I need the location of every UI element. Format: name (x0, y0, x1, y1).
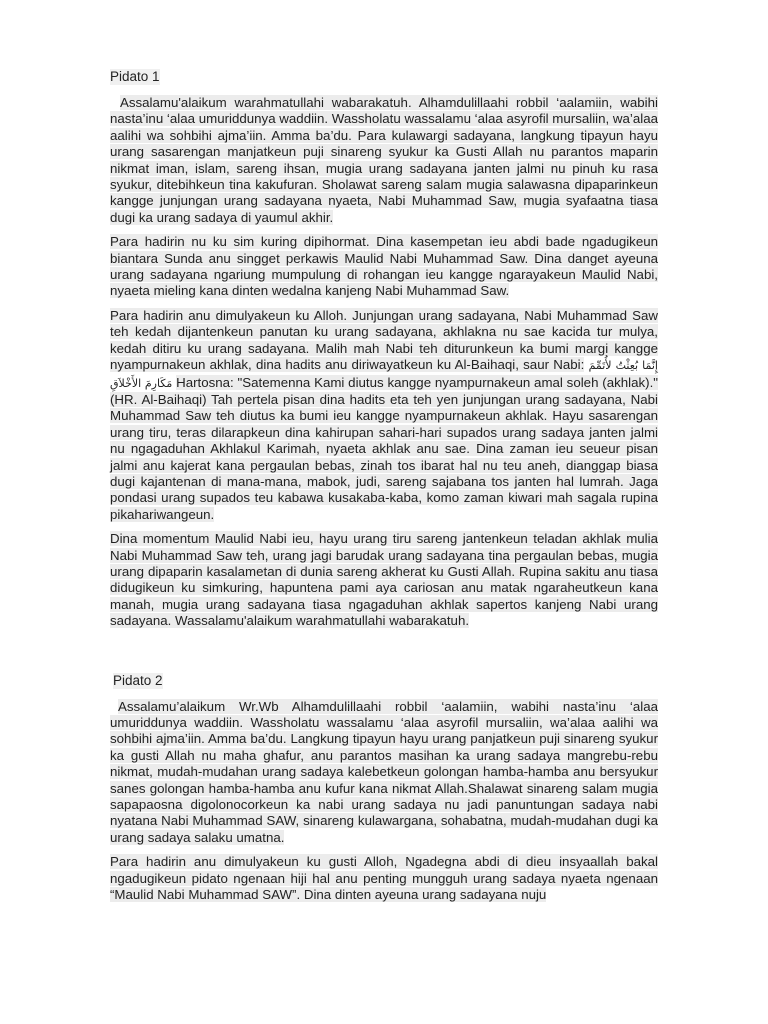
hadith-arabic-text: إِنَّمَا بُعِثْتُ لأُتَمِّمَ مَكَارِمَ الأَخْلاَقِ (110, 359, 658, 390)
speech-1-paragraph-1 (110, 95, 658, 226)
speech-1-paragraph-4-text: Dina momentum Maulid Nabi ieu, hayu urang tiru sareng jantenkeun teladan akhlak mulia Nabi Muhammad Saw teh, urang jagi barudak urang sadayana tina pergaulan bebas, mugia urang dipaparin kasalametan di dunia sareng akherat ku Gusti Allah. Rupina sakitu anu tiasa didugikeun ku simkuring, hapuntena pami aya cariosan anu matak ngaraheutkeun kana manah, mugia urang sadayana tiasa ngagaduhan akhlak sapertos kanjeng Nabi urang sadayana. Wassalamu'alaikum warahmatullahi wabarakatuh. (110, 531, 658, 629)
speech-2-title: Pidato 2 (113, 672, 163, 688)
speech-1-paragraph-2-text: Para hadirin nu ku sim kuring dipihormat. Dina kasempetan ieu abdi bade ngadugikeun biantara Sunda anu singget perkawis Maulid Nabi Muhammad Saw. Dina danget ayeuna urang sadayana ngariung mumpulung di rohangan ieu kangge ngarayakeun Maulid Nabi, nyaeta mieling kana dinten wedalna kanjeng Nabi Muhammad Saw. (110, 234, 658, 299)
speech-2-paragraph-2-text: Para hadirin anu dimulyakeun ku gusti Alloh, Ngadegna abdi di dieu insyaallah bakal ngadugikeun pidato ngenaan hiji hal anu penting mungguh urang sadaya nyaeta ngenaan “Maulid Nabi Muhammad SAW”. Dina dinten ayeuna urang sadayana nuju (110, 854, 658, 903)
speech-1-paragraph-1-text: Assalamu'alaikum warahmatullahi wabarakatuh. Alhamdulillaahi robbil ‘aalamiin, wabihi nasta’inu ‘alaa umuriddunya waddiin. Wassholatu wassalamu ‘alaa asyrofil mursaliin, wa’alaa aalihi wa sohbihi ajma’iin. Amma ba’du. Para kulawargi sadayana, langkung tipayun hayu urang sasarengan manjatkeun puji sinareng syukur ka Gusti Allah nu parantos maparin nikmat iman, islam, sareng ihsan, mugia urang sadayana janten jalmi nu pinuh ku rasa syukur, ditebihkeun tina kakufuran. Sholawat sareng salam mugia salawasna dipaparinkeun kangge junjungan urang sadayana nyaeta, Nabi Muhammad Saw, mugia syafaatna tiasa dugi ka urang sadaya di yaumul akhir. (110, 95, 658, 225)
speech-2-paragraph-2 (110, 854, 658, 903)
speech-2-paragraph-1 (110, 699, 658, 847)
speech-1-paragraph-3-text-before: Para hadirin anu dimulyakeun ku Alloh. Junjungan urang sadayana, Nabi Muhammad Saw teh kedah dijantenkeun panutan ku urang sadayana, akhlakna nu sae kacida tur mulya, kedah ditiru ku urang sadayana. Malih mah Nabi teh diturunkeun ka bumi margi kangge nyampurnakeun akhlak, dina hadits anu diriwayatkeun ku Al-Baihaqi, saur Nabi: (110, 307, 658, 373)
speech-1-paragraph-3-text-after: Hartosna: "Satemenna Kami diutus kangge nyampurnakeun amal soleh (akhlak)." (HR. Al-Baihaqi) Tah pertela pisan dina hadits eta teh yen junjungan urang sadayana, Nabi Muhammad Saw teh diutus ka bumi ieu kangge nyampurnakeun akhlak. Hayu sasarengan urang tiru, teras dilarapkeun dina kahirupan sahari-hari supados urang sadaya janten jalmi nu ngagaduhan Akhlakul Karimah, nyaeta akhlak anu sae. Dina zaman ieu seueur pisan jalmi anu kajerat kana pergaulan bebas, zinah tos ibarat hal nu teu aneh, dianggap biasa dugi kajantenan di mana-mana, mabok, judi, sareng sajabana tos janten hal lumrah. Jaga pondasi urang supados teu kabawa kusakaba-kaba, komo zaman kiwari mah sagala rupina pikahariwangeun. (110, 374, 658, 522)
speech-2-paragraph-1-text: Assalamu’alaikum Wr.Wb Alhamdulillaahi robbil ‘aalamiin, wabihi nasta’inu ‘alaa umuriddunya waddiin. Wassholatu wassalamu ‘alaa asyrofil mursaliin, wa’alaa aalihi wa sohbihi ajma’iin. Amma ba’du. Langkung tipayun hayu urang panjatkeun puji sinareng syukur ka gusti Allah nu maha ghafur, anu parantos masihan ka urang sadaya mangrebu-rebu nikmat, mudah-mudahan urang sadaya kalebetkeun golongan hamba-hamba anu bersyukur sanes golongan hamba-hamba anu kufur kana nikmat Allah.Shalawat sinareng salam mugia sapapaosna digolonocorkeun ka nabi urang sadaya nu jadi panuntungan sadaya nabi nyatana Nabi Muhammad SAW, sinareng kulawargana, sohabatna, mudah-mudahan dugi ka urang sadaya salaku umatna. (110, 698, 658, 845)
speech-1-paragraph-2 (110, 234, 658, 300)
speech-1-title: Pidato 1 (110, 69, 160, 84)
speech-1-paragraph-3 (110, 308, 658, 523)
speech-1-paragraph-4 (110, 531, 658, 629)
section-spacer (110, 638, 658, 672)
document-body (110, 68, 658, 911)
